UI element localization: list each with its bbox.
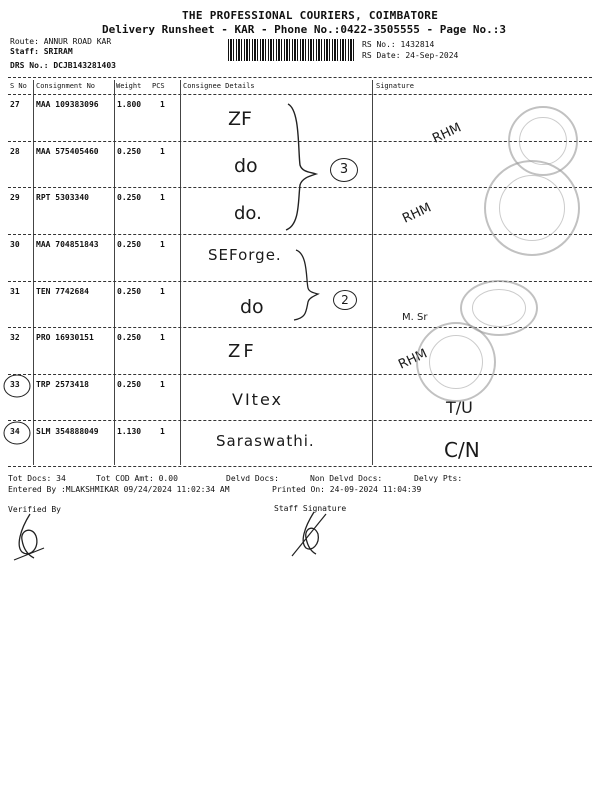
group-mark-2-value: 2 — [341, 293, 349, 307]
row-pcs: 1 — [160, 333, 165, 342]
col-details: Consignee Details — [183, 82, 255, 90]
row-weight: 0.250 — [117, 333, 142, 342]
row-consignment: MAA 704851843 — [36, 240, 99, 249]
rs-date-row — [362, 51, 458, 60]
barcode-image — [228, 39, 356, 61]
staff-signature-label: Staff Signature — [274, 504, 347, 513]
row-consignment: TRP 2573418 — [36, 380, 89, 389]
company-stamp — [416, 322, 496, 402]
col-pcs: PCS — [152, 82, 165, 90]
col-line — [33, 80, 34, 465]
row-consignment: MAA 109383096 — [36, 100, 99, 109]
row-weight: 0.250 — [117, 380, 142, 389]
row-consignee: do — [234, 155, 258, 177]
row-weight: 0.250 — [117, 147, 142, 156]
row-consignee: VItex — [232, 390, 283, 409]
row-rule — [8, 420, 592, 421]
row-consignee: Saraswathi. — [216, 432, 315, 450]
verified-by-label: Verified By — [8, 505, 61, 514]
row-sign: RHM — [396, 346, 430, 373]
route-row — [10, 37, 111, 46]
col-consignment: Consignment No — [36, 82, 96, 90]
entered-by: Entered By :MLAKSHMIKAR 09/24/2024 11:02:34 AM — [8, 485, 230, 494]
group-mark-1-value: 3 — [339, 162, 349, 177]
printed-on: Printed On: 24-09-2024 11:04:39 — [272, 485, 422, 494]
group-mark-1 — [330, 158, 358, 182]
col-signature: Signature — [376, 82, 414, 90]
table-bottom-rule — [8, 466, 592, 467]
row-weight: 1.800 — [117, 100, 142, 109]
staff-signature — [0, 0, 1, 1]
col-sno: S No — [10, 82, 27, 90]
rs-no-value: 1432814 — [400, 40, 435, 49]
row-consignment: MAA 575405460 — [36, 147, 99, 156]
row-sno: 27 — [10, 100, 20, 109]
row-sno: 28 — [10, 147, 20, 156]
col-weight: Weight — [116, 82, 142, 90]
row-sno: 30 — [10, 240, 20, 249]
runsheet-subtitle: Delivery Runsheet - KAR - Phone No.:0422-3505555 - Page No.:3 — [102, 23, 506, 36]
company-title: THE PROFESSIONAL COURIERS, COIMBATORE — [182, 9, 439, 22]
delvd-docs: Delvd Docs: — [226, 474, 279, 483]
row-sno: 31 — [10, 287, 20, 296]
row-pcs: 1 — [160, 100, 165, 109]
rs-no-label: RS No.: — [362, 40, 396, 49]
table-top-rule — [8, 77, 592, 78]
row-sign: RHM — [400, 200, 434, 227]
row-sno: 32 — [10, 333, 20, 342]
row-sno: 33 — [10, 380, 20, 389]
row-pcs: 1 — [160, 380, 165, 389]
row-pcs: 1 — [160, 193, 165, 202]
row-sign: C/N — [444, 438, 480, 462]
row-consignment: RPT 5303340 — [36, 193, 89, 202]
delvy-pts: Delvy Pts: — [414, 474, 463, 483]
row-sign: M. Sr — [402, 312, 428, 323]
rs-date-value: 24-Sep-2024 — [405, 51, 459, 60]
drs-label: DRS No.: — [10, 61, 49, 70]
tot-cod: Tot COD Amt: 0.00 — [96, 474, 178, 483]
row-pcs: 1 — [160, 147, 165, 156]
row-pcs: 1 — [160, 427, 165, 436]
row-consignee: ZF — [228, 341, 257, 362]
row-pcs: 1 — [160, 287, 165, 296]
company-stamp — [484, 160, 580, 256]
route-value: ANNUR ROAD KAR — [43, 37, 112, 46]
row-consignment: TEN 7742684 — [36, 287, 89, 296]
row-consignee: do — [240, 296, 264, 318]
header-rule — [8, 94, 592, 95]
row-sno: 34 — [10, 427, 20, 436]
row-consignee: SEForge. — [208, 246, 282, 264]
tot-docs: Tot Docs: 34 — [8, 474, 66, 483]
rs-date-label: RS Date: — [362, 51, 401, 60]
row-weight: 0.250 — [117, 193, 142, 202]
drs-row — [10, 61, 116, 70]
non-delvd-docs: Non Delvd Docs: — [310, 474, 383, 483]
row-weight: 0.250 — [117, 287, 142, 296]
row-sno: 29 — [10, 193, 20, 202]
row-consignee: ZF — [228, 108, 252, 130]
row-pcs: 1 — [160, 240, 165, 249]
staff-row — [10, 47, 73, 56]
row-sign: T/U — [446, 398, 473, 417]
rs-no-row — [362, 40, 434, 49]
col-line — [372, 80, 373, 465]
row-sign: RHM — [430, 120, 464, 147]
row-consignee: do. — [234, 203, 262, 224]
staff-value: SRIRAM — [43, 47, 73, 56]
drs-value: DCJB143281403 — [53, 61, 116, 70]
col-line — [114, 80, 115, 465]
row-consignment: PRO 16930151 — [36, 333, 94, 342]
col-line — [180, 80, 181, 465]
group-mark-2 — [333, 290, 357, 310]
staff-label: Staff: — [10, 47, 39, 56]
row-weight: 0.250 — [117, 240, 142, 249]
row-consignment: SLM 354888049 — [36, 427, 99, 436]
row-weight: 1.130 — [117, 427, 142, 436]
route-label: Route: — [10, 37, 39, 46]
row-rule — [8, 374, 592, 375]
row-rule — [8, 141, 592, 142]
